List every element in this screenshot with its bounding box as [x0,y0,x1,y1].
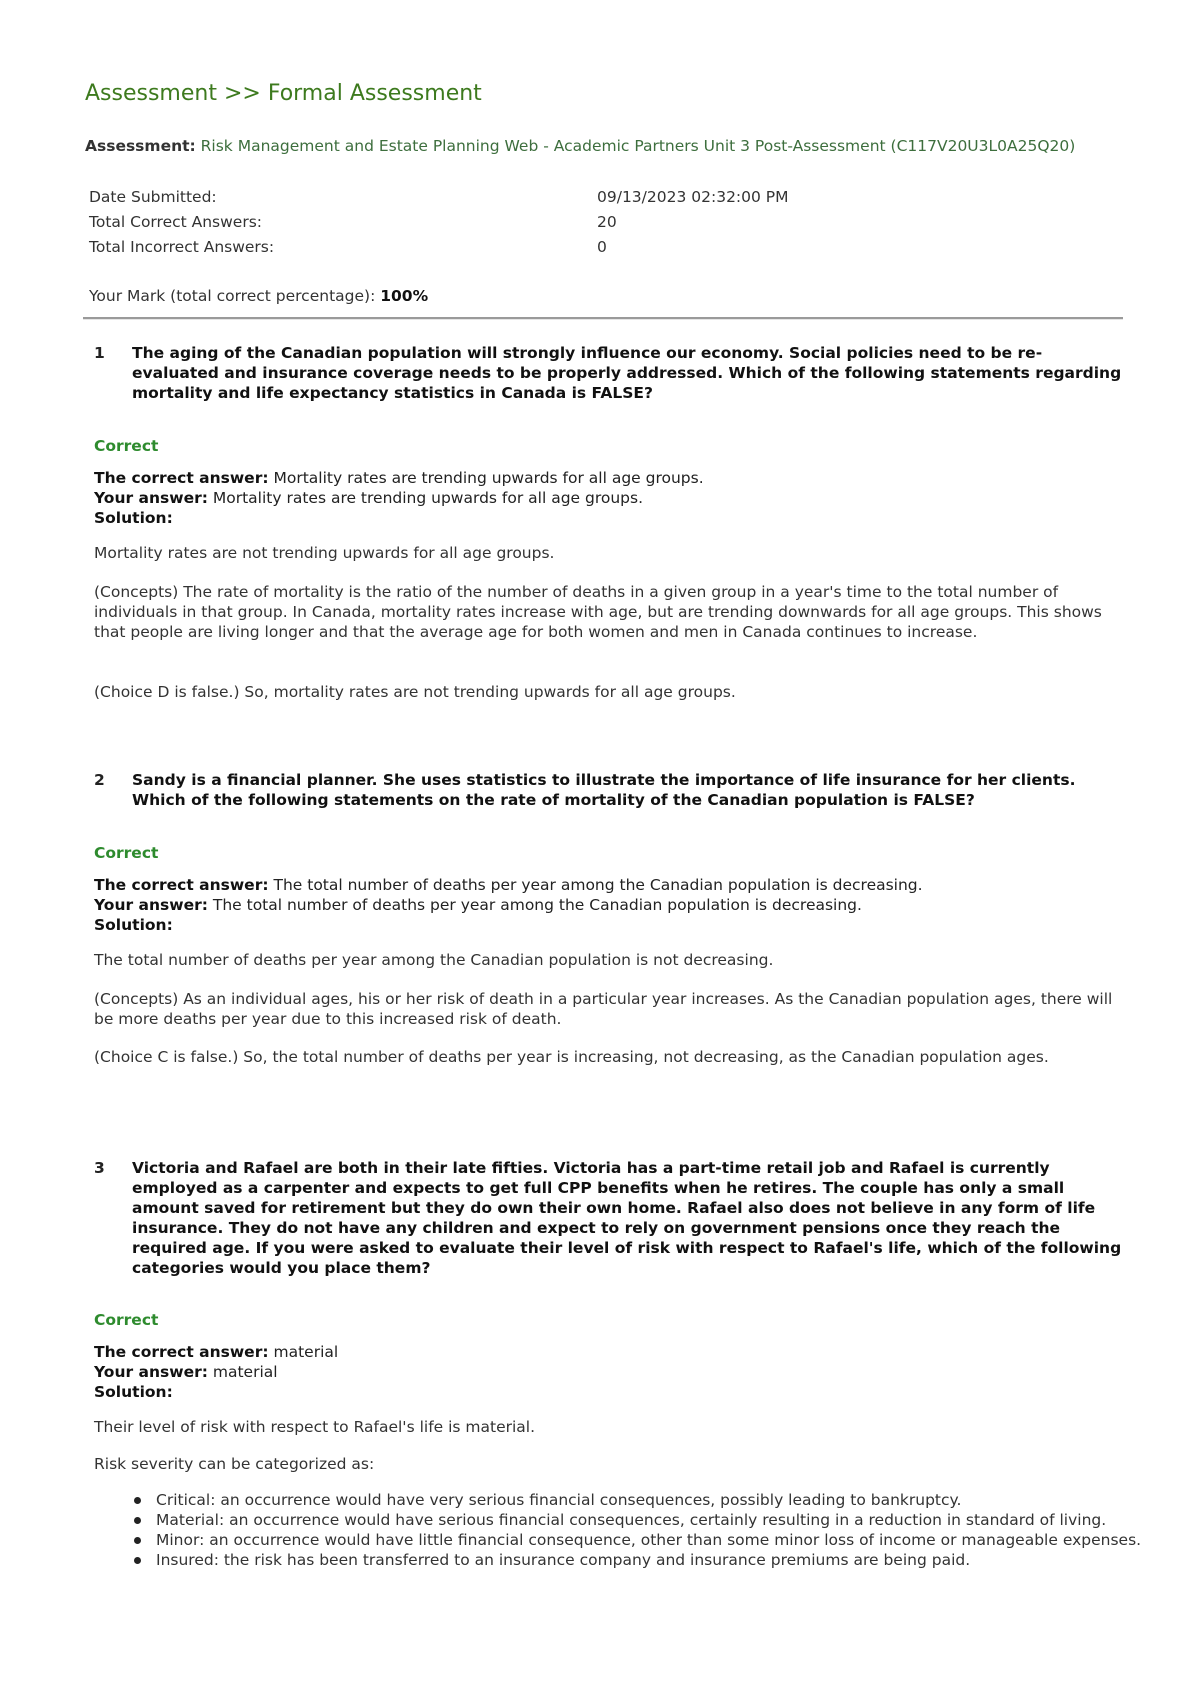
solution-paragraph: (Choice C is false.) So, the total number of deaths per year is increasing, not decreasing, as the Canadian population ages. [94,1048,1049,1066]
correct-answer-label: The correct answer: [94,1343,269,1361]
correct-answer-line [94,468,1124,488]
your-answer-label: Your answer: [94,896,208,914]
answer-block [94,875,1124,935]
correct-answer-value: Mortality rates are trending upwards for all age groups. [273,469,704,487]
your-answer-label: Your answer: [94,489,208,507]
solution-label: Solution: [94,1383,173,1401]
solution-label: Solution: [94,509,173,527]
assessment-info [85,137,1125,156]
your-answer-value: The total number of deaths per year among the Canadian population is decreasing. [212,896,862,914]
correct-answer-value: material [273,1343,339,1361]
question-text: Sandy is a financial planner. She uses statistics to illustrate the importance of life insurance for her clients. Which of the following statements on the rate of mortality of the Canadian population is FALSE? [132,771,1076,809]
status-correct: Correct [94,844,159,862]
status-correct: Correct [94,1311,159,1329]
risk-severity-list [94,1491,1186,1571]
correct-answer-line [94,1342,1124,1362]
summary-label-correct: Total Correct Answers: [89,213,263,231]
your-answer-line [94,488,1124,508]
list-item-text: Insured: the risk has been transferred to an insurance company and insurance premiums are being paid. [156,1551,971,1569]
list-item [156,1491,1186,1510]
your-answer-label: Your answer: [94,1363,208,1381]
bullet-icon [134,1537,141,1544]
solution-paragraph: (Concepts) As an individual ages, his or her risk of death in a particular year increases. As the Canadian population ages, there will be more deaths per year due to this increased risk of death. [94,990,1113,1028]
solution-paragraph: Their level of risk with respect to Rafael's life is material. [94,1418,536,1436]
summary-value-incorrect: 0 [597,238,607,256]
status-correct: Correct [94,437,159,455]
list-item-text: Minor: an occurrence would have little financial consequence, other than some minor loss of income or manageable expenses. [156,1531,1142,1549]
solution-paragraph: Risk severity can be categorized as: [94,1455,375,1473]
question-text: The aging of the Canadian population will strongly influence our economy. Social policies need to be re-evaluated and insurance coverage needs to be properly addressed. Which of the following statements regarding mortality and life expectancy statistics in Canada is FALSE? [132,344,1122,402]
summary-label-incorrect: Total Incorrect Answers: [89,238,275,256]
your-answer-line [94,1362,1124,1382]
correct-answer-value: The total number of deaths per year among the Canadian population is decreasing. [273,876,923,894]
solution-label: Solution: [94,916,173,934]
mark-label: Your Mark (total correct percentage): [89,287,376,305]
list-item-text: Material: an occurrence would have serious financial consequences, certainly resulting in a reduction in standard of living. [156,1511,1107,1529]
bullet-icon [134,1557,141,1564]
question-text: Victoria and Rafael are both in their late fifties. Victoria has a part-time retail job and Rafael is currently employed as a carpenter and expects to get full CPP benefits when he retires. The couple has only a small amount saved for retirement but they do own their own home. Rafael also does not believe in any form of life insurance. They do not have any children and expect to rely on government pensions once they reach the required age. If you were asked to evaluate their level of risk with respect to Rafael's life, which of the following categories would you place them? [132,1159,1122,1277]
your-answer-value: Mortality rates are trending upwards for all age groups. [212,489,644,507]
your-answer-value: material [212,1363,278,1381]
solution-paragraph: Mortality rates are not trending upwards for all age groups. [94,544,555,562]
summary-label-date: Date Submitted: [89,188,217,206]
question-number: 1 [94,344,105,362]
summary-value-correct: 20 [597,213,617,231]
assessment-name: Risk Management and Estate Planning Web - Academic Partners Unit 3 Post-Assessment (C117V20U3L0A25Q20) [200,137,1076,155]
correct-answer-label: The correct answer: [94,469,269,487]
answer-block [94,468,1124,528]
mark-value: 100% [380,287,429,305]
summary-value-date: 09/13/2023 02:32:00 PM [597,188,789,206]
bullet-icon [134,1497,141,1504]
list-item [156,1531,1186,1550]
assessment-label: Assessment: [85,137,196,155]
solution-paragraph: (Choice D is false.) So, mortality rates are not trending upwards for all age groups. [94,683,736,701]
solution-paragraph: (Concepts) The rate of mortality is the ratio of the number of deaths in a given group in a year's time to the total number of individuals in that group. In Canada, mortality rates increase with age, but are trending downwards for all age groups. This shows that people are living longer and that the average age for both women and men in Canada continues to increase. [94,583,1102,641]
question-number: 2 [94,771,105,789]
your-answer-line [94,895,1124,915]
correct-answer-label: The correct answer: [94,876,269,894]
list-item [156,1511,1186,1530]
bullet-icon [134,1517,141,1524]
list-item [156,1551,1186,1570]
solution-paragraph: The total number of deaths per year among the Canadian population is not decreasing. [94,951,774,969]
correct-answer-line [94,875,1124,895]
divider [83,317,1123,319]
question-number: 3 [94,1159,105,1177]
page-title: Assessment >> Formal Assessment [85,81,482,106]
mark-line [89,286,428,306]
answer-block [94,1342,1124,1402]
list-item-text: Critical: an occurrence would have very serious financial consequences, possibly leading to bankruptcy. [156,1491,962,1509]
